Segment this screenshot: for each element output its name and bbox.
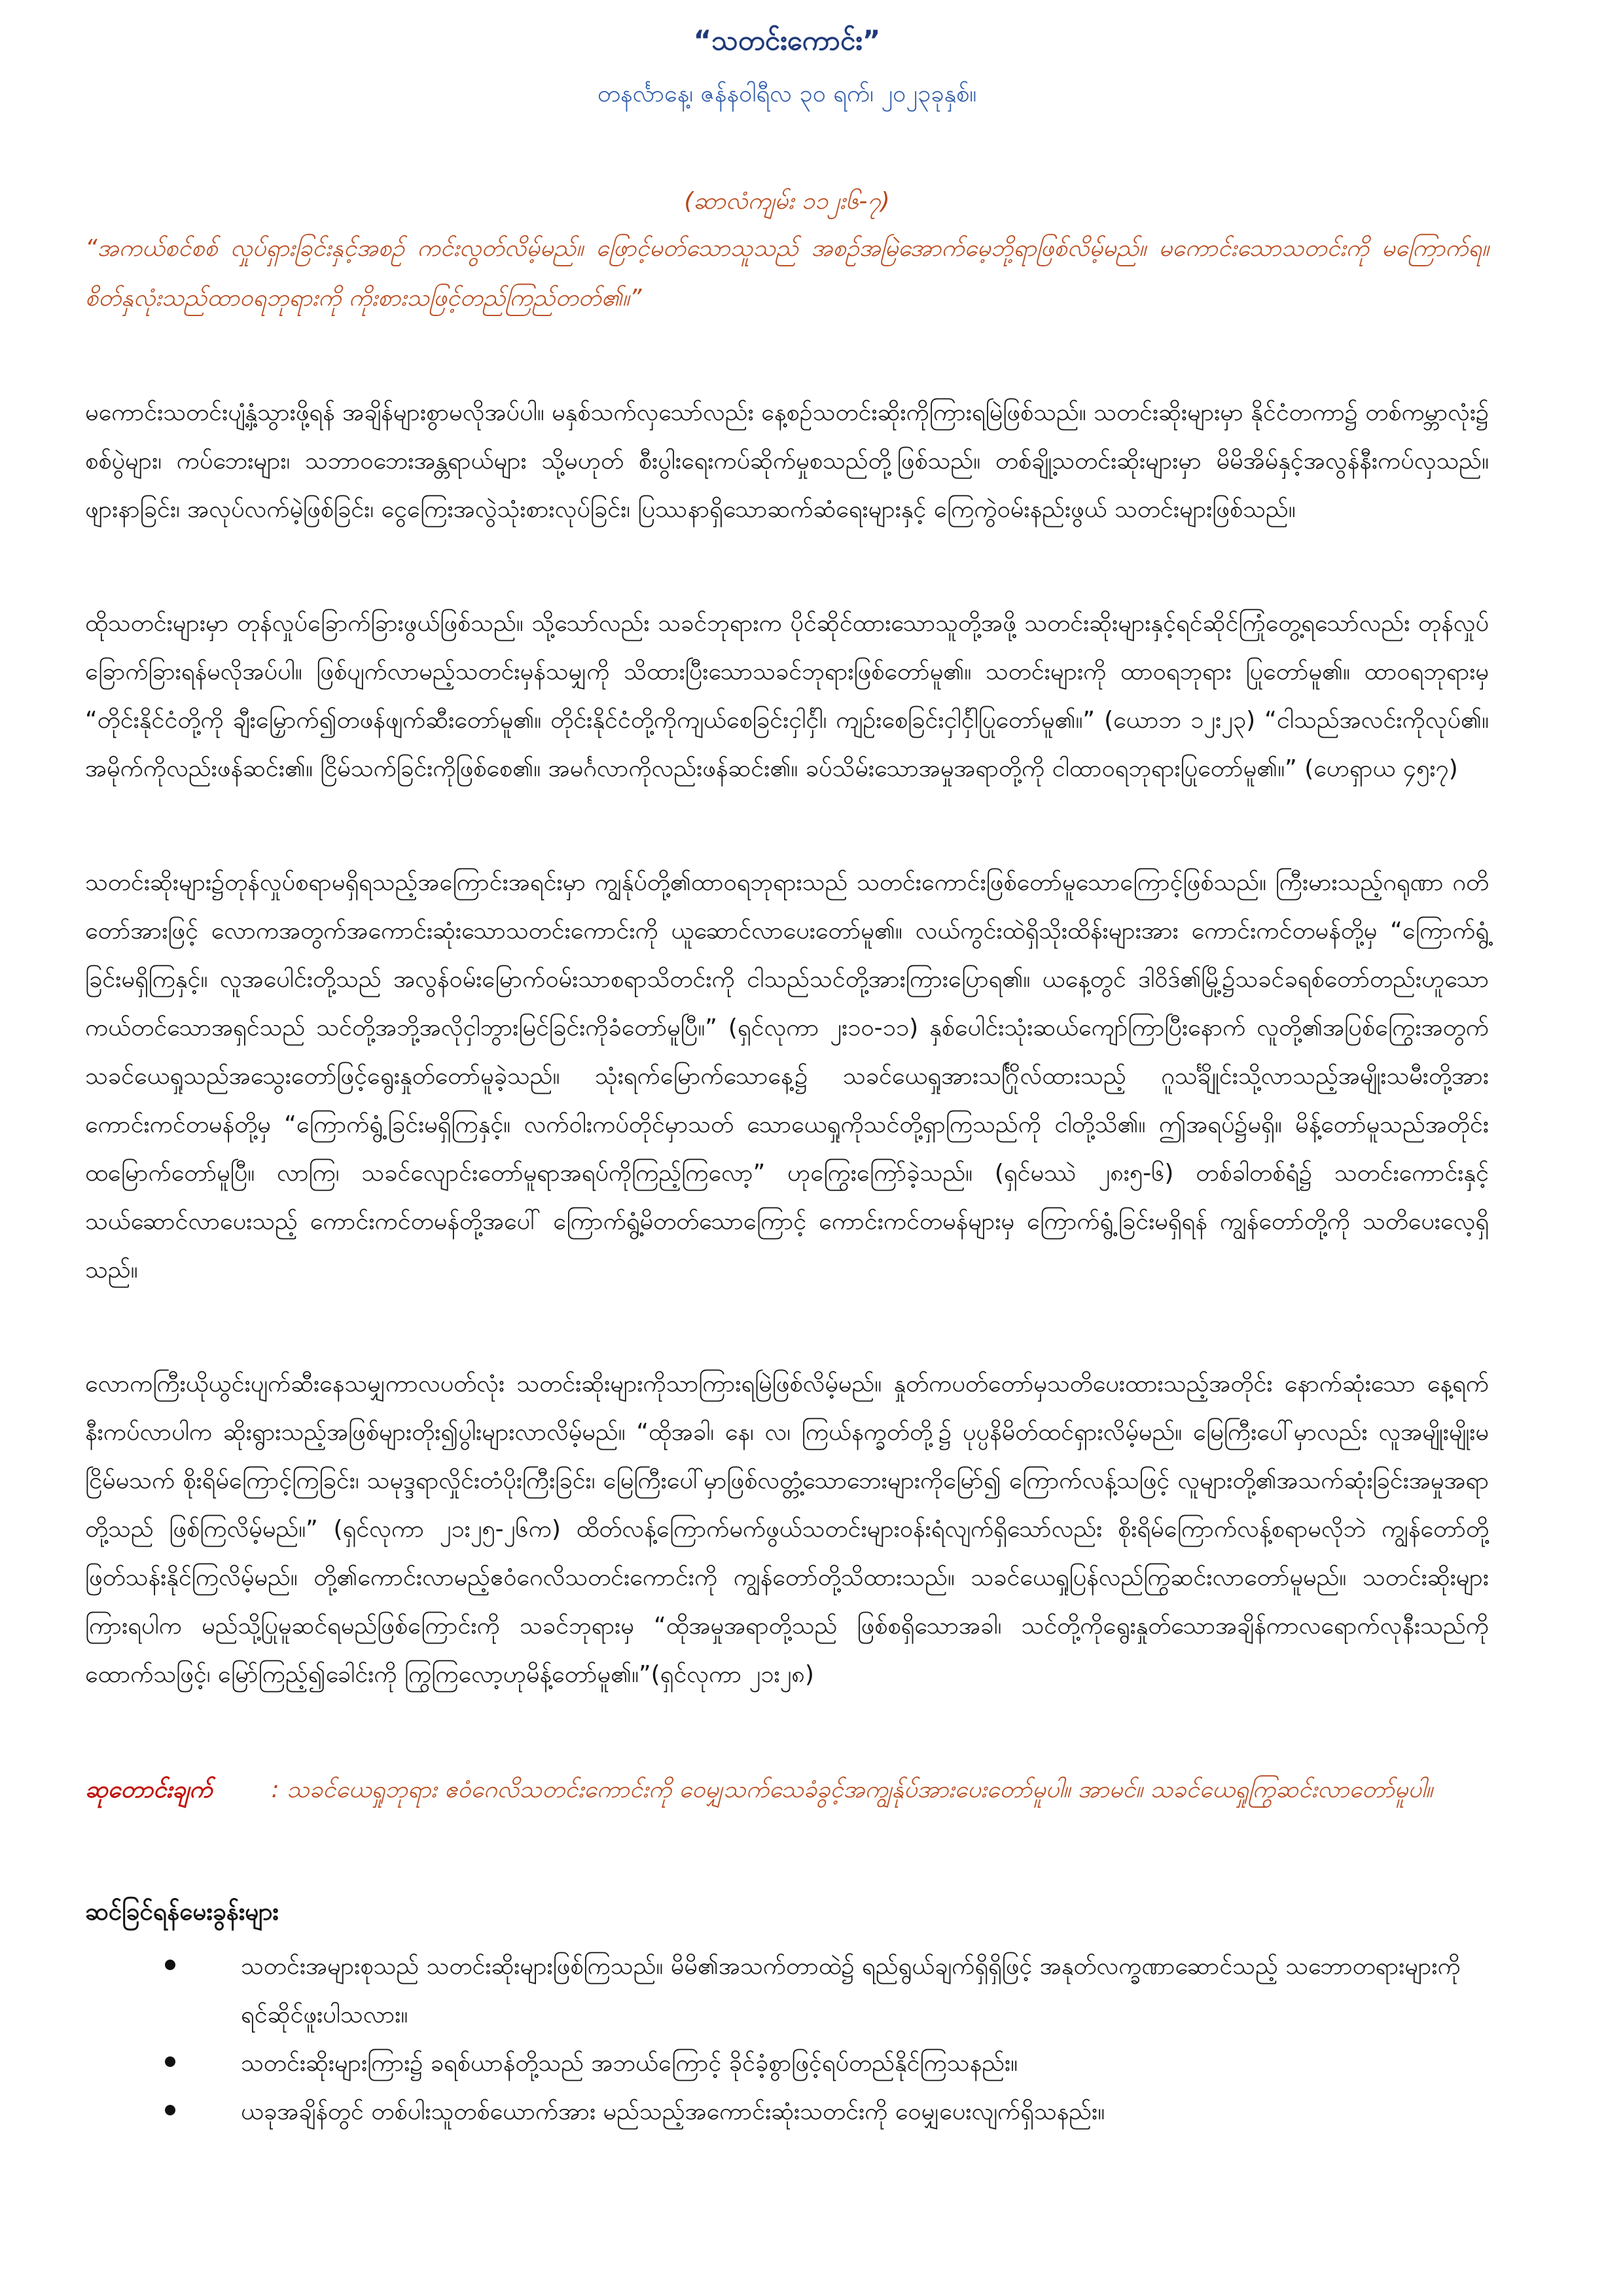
bullet-icon: [165, 2056, 175, 2067]
body-paragraph: မကောင်းသတင်းပျံ့နှံ့သွားဖို့ရန် အချိန်များစွာမလိုအပ်ပါ။ မနှစ်သက်လှသော်လည်း နေ့စဉ်သတင်းဆိုးကိုကြားရမြဲဖြစ်သည်။ သတင်းဆိုးများမှာ နိုင်ငံတကာ၌ တစ်ကမ္ဘာလုံး၌ စစ်ပွဲများ၊ ကပ်ဘေးများ၊ သဘာဝဘေးအန္တရာယ်များ သို့မဟုတ် စီးပွါးရေးကပ်ဆိုက်မှုစသည်တို့ဖြစ်သည်။ တစ်ချို့သတင်းဆိုးများမှာ မိမိအိမ်နှင့်အလွန်နီးကပ်လှသည်။ ဖျားနာခြင်း၊ အလုပ်လက်မဲ့ဖြစ်ခြင်း၊ ငွေကြေးအလွဲသုံးစားလုပ်ခြင်း၊ ပြဿနာရှိသောဆက်ဆံရေးများနှင့် ကြေကွဲဝမ်းနည်းဖွယ် သတင်းများဖြစ်သည်။: [85, 399, 1489, 523]
bullet-icon: [165, 1960, 175, 1970]
bullet-icon: [165, 2105, 175, 2115]
question-item: [85, 2039, 1489, 2088]
question-text: သတင်းအများစုသည် သတင်းဆိုးများဖြစ်ကြသည်။ မိမိ၏အသက်တာထဲ၌ ရည်ရွယ်ချက်ရှိရှိဖြင့် အနုတ်လက္ခဏာဆောင်သည့် သဘောတရားများကို ရင်ဆိုင်ဖူးပါသလား။: [241, 1953, 1461, 2028]
body-paragraph: ထိုသတင်းများမှာ တုန်လှုပ်ခြောက်ခြားဖွယ်ဖြစ်သည်။ သို့သော်လည်း သခင်ဘုရားက ပိုင်ဆိုင်ထားသောသူတို့အဖို့ သတင်းဆိုးများနှင့်ရင်ဆိုင်ကြုံတွေ့ရသော်လည်း တုန်လှုပ်ခြောက်ခြားရန်မလိုအပ်ပါ။ ဖြစ်ပျက်လာမည့်သတင်းမှန်သမျှကို သိထားပြီးသောသခင်ဘုရားဖြစ်တော်မူ၏။ သတင်းများကို ထာဝရဘုရား ပြုတော်မူ၏။ ထာဝရဘုရားမှ “တိုင်းနိုင်ငံတို့ကို ချီးမြှောက်၍တဖန်ဖျက်ဆီးတော်မူ၏။ တိုင်းနိုင်ငံတို့ကိုကျယ်စေခြင်းငှါင်္ငှါ၊ ကျဉ်းစေခြင်းငှါင်္ငှါပြုတော်မူ၏။” (ယောဘ ၁၂း၂၃) “ငါသည်အလင်းကိုလုပ်၏။ အမိုက်ကိုလည်းဖန်ဆင်း၏။ ငြိမ်သက်ခြင်းကိုဖြစ်စေ၏။ အမင်္ဂလာကိုလည်းဖန်ဆင်း၏။ ခပ်သိမ်းသောအမှုအရာတို့ကို ငါထာဝရဘုရားပြုတော်မူ၏။” (ဟေရှာယ ၄၅း၇): [85, 610, 1489, 782]
question-text: သတင်းဆိုးများကြား၌ ခရစ်ယာန်တို့သည် အဘယ်ကြောင့် ခိုင်ခံ့စွာဖြင့်ရပ်တည်နိုင်ကြသနည်း။: [241, 2050, 1018, 2077]
body-paragraph: လောကကြီးယိုယွင်းပျက်ဆီးနေသမျှကာလပတ်လုံး သတင်းဆိုးများကိုသာကြားရမြဲဖြစ်လိမ့်မည်။ နှုတ်ကပတ်တော်မှသတိပေးထားသည့်အတိုင်း နောက်ဆုံးသော နေ့ရက်နီးကပ်လာပါက ဆိုးရွားသည့်အဖြစ်များတိုး၍ပွါးများလာလိမ့်မည်။ “ထိုအခါ၊ နေ၊ လ၊ ကြယ်နက္ခတ်တို့၌ ပုပ္ပနိမိတ်ထင်ရှားလိမ့်မည်။ မြေကြီးပေါ်မှာလည်း လူအမျိုးမျိုးမငြိမ်မသက် စိုးရိမ်ကြောင့်ကြခြင်း၊ သမုဒ္ဒရာလှိုင်းတံပိုးကြီးခြင်း၊ မြေကြီးပေါ်မှာဖြစ်လတ္တံ့သောဘေးများကိုမြော်၍ ကြောက်လန့်သဖြင့် လူများတို့၏အသက်ဆုံးခြင်းအမှုအရာတို့သည် ဖြစ်ကြလိမ့်မည်။” (ရှင်လုကာ ၂၁း၂၅-၂၆က) ထိတ်လန့်ကြောက်မက်ဖွယ်သတင်းများဝန်းရံလျက်ရှိသော်လည်း စိုးရိမ်ကြောက်လန့်စရာမလိုဘဲ ကျွန်တော်တို့ဖြတ်သန်းနိုင်ကြလိမ့်မည်။ တို့၏ကောင်းလာမည့်ဧဝံဂေလိသတင်းကောင်းကို ကျွန်တော်တို့သိထားသည်။ သခင်ယေရှုပြန်လည်ကြွဆင်းလာတော်မူမည်။ သတင်းဆိုးများကြားရပါက မည်သို့ပြုမူဆင်ရမည်ဖြစ်ကြောင်းကို သခင်ဘုရားမှ “ထိုအမှုအရာတို့သည် ဖြစ်စရှိသောအခါ၊ သင်တို့ကိုရွေးနှုတ်သောအချိန်ကာလရောက်လုနီးသည်ကို ထောက်သဖြင့်၊ မြော်ကြည့်၍ခေါင်းကို ကြွကြလော့ဟုမိန့်တော်မူ၏။”(ရှင်လုကာ ၂၁း၂၈): [85, 1371, 1489, 1688]
prayer-label: ဆုတောင်းချက်: [85, 1776, 213, 1803]
scripture-reference: (ဆာလံကျမ်း ၁၁၂း၆-၇): [684, 188, 890, 215]
prayer-text: : သခင်ယေရှုဘုရား ဧဝံဂေလိသတင်းကောင်းကို ဝေမျှသက်သေခံခွင့်အကျွန်ုပ်အားပေးတော်မူပါ။ အာမင်။ သခင်ယေရှုကြွဆင်းလာတော်မူပါ။: [271, 1776, 1433, 1803]
scripture-text: “အကယ်စင်စစ် လှုပ်ရှားခြင်းနှင့်အစဉ် ကင်းလွတ်လိမ့်မည်။ ဖြောင့်မတ်သောသူသည် အစဉ်အမြဲအောက်မေ့ဘို့ရာဖြစ်လိမ့်မည်။ မကောင်းသောသတင်းကို မကြောက်ရ။ စိတ်နှလုံးသည်ထာဝရဘုရားကို ကိုးစားသဖြင့်တည်ကြည်တတ်၏။”: [85, 235, 1489, 312]
document-title: “သတင်းကောင်း”: [693, 24, 881, 56]
question-text: ယခုအချိန်တွင် တစ်ပါးသူတစ်ယောက်အား မည်သည့်အကောင်းဆုံးသတင်းကို ဝေမျှပေးလျက်ရှိသနည်း။: [241, 2098, 1105, 2125]
questions-list: [85, 1943, 1489, 2136]
questions-heading: ဆင်ခြင်ရန်မေးခွန်းများ: [85, 1897, 279, 1926]
prayer-section: [85, 1765, 1489, 1816]
question-item: [85, 1943, 1489, 2039]
question-item: [85, 2088, 1489, 2136]
body-paragraph: သတင်းဆိုးများ၌တုန်လှုပ်စရာမရှိရသည့်အကြောင်းအရင်းမှာ ကျွန်ုပ်တို့၏ထာဝရဘုရားသည် သတင်းကောင်းဖြစ်တော်မူသောကြောင့်ဖြစ်သည်။ ကြီးမားသည့်ဂရုဏာ ဂတိတော်အားဖြင့် လောကအတွက်အကောင်းဆုံးသောသတင်းကောင်းကို ယူဆောင်လာပေးတော်မူ၏။ လယ်ကွင်းထဲရှိသိုးထိန်းများအား ကောင်းကင်တမန်တို့မှ “ကြောက်ရွံ့ခြင်းမရှိကြနှင့်။ လူအပေါင်းတို့သည် အလွန်ဝမ်းမြောက်ဝမ်းသာစရာသိတင်းကို ငါသည်သင်တို့အားကြားပြောရ၏။ ယနေ့တွင် ဒါဝိဒ်၏မြို့၌သခင်ခရစ်တော်တည်းဟူသော ကယ်တင်သောအရှင်သည် သင်တို့အဘို့အလိုငှါဘွားမြင်ခြင်းကိုခံတော်မူပြီ။” (ရှင်လုကာ ၂း၁၀-၁၁) နှစ်ပေါင်းသုံးဆယ်ကျော်ကြာပြီးနောက် လူတို့၏အပြစ်ကြွေးအတွက် သခင်ယေရှုသည်အသွေးတော်ဖြင့်ရွေးနှုတ်တော်မူခဲ့သည်။ သုံးရက်မြောက်သောနေ့၌ သခင်ယေရှုအားသင်္ဂြိုလ်ထားသည့် ဂူသင်္ချိုင်းသို့လာသည့်အမျိုးသမီးတို့အား ကောင်းကင်တမန်တို့မှ “ကြောက်ရွံ့ခြင်းမရှိကြနှင့်။ လက်ဝါးကပ်တိုင်မှာသတ် သောယေရှုကိုသင်တို့ရှာကြသည်ကို ငါတို့သိ၏။ ဤအရပ်၌မရှိ။ မိန့်တော်မူသည်အတိုင်းထမြောက်တော်မူပြီ။ လာကြ၊ သခင်လျောင်းတော်မူရာအရပ်ကိုကြည့်ကြလော့” ဟုကြွေးကြော်ခဲ့သည်။ (ရှင်မဿဲ ၂၈း၅-၆) တစ်ခါတစ်ရံ၌ သတင်းကောင်းနှင့်သယ်ဆောင်လာပေးသည့် ကောင်းကင်တမန်တို့အပေါ် ကြောက်ရွံ့မိတတ်သောကြောင့် ကောင်းကင်တမန်များမှ ကြောက်ရွံ့ခြင်းမရှိရန် ကျွန်တော်တို့ကို သတိပေးလေ့ရှိသည်။: [85, 869, 1489, 1283]
document-date: တနင်္လာနေ့၊ ဇန်နဝါရီလ ၃၀ ရက်၊ ၂၀၂၃ခုနှစ်။: [597, 81, 977, 107]
